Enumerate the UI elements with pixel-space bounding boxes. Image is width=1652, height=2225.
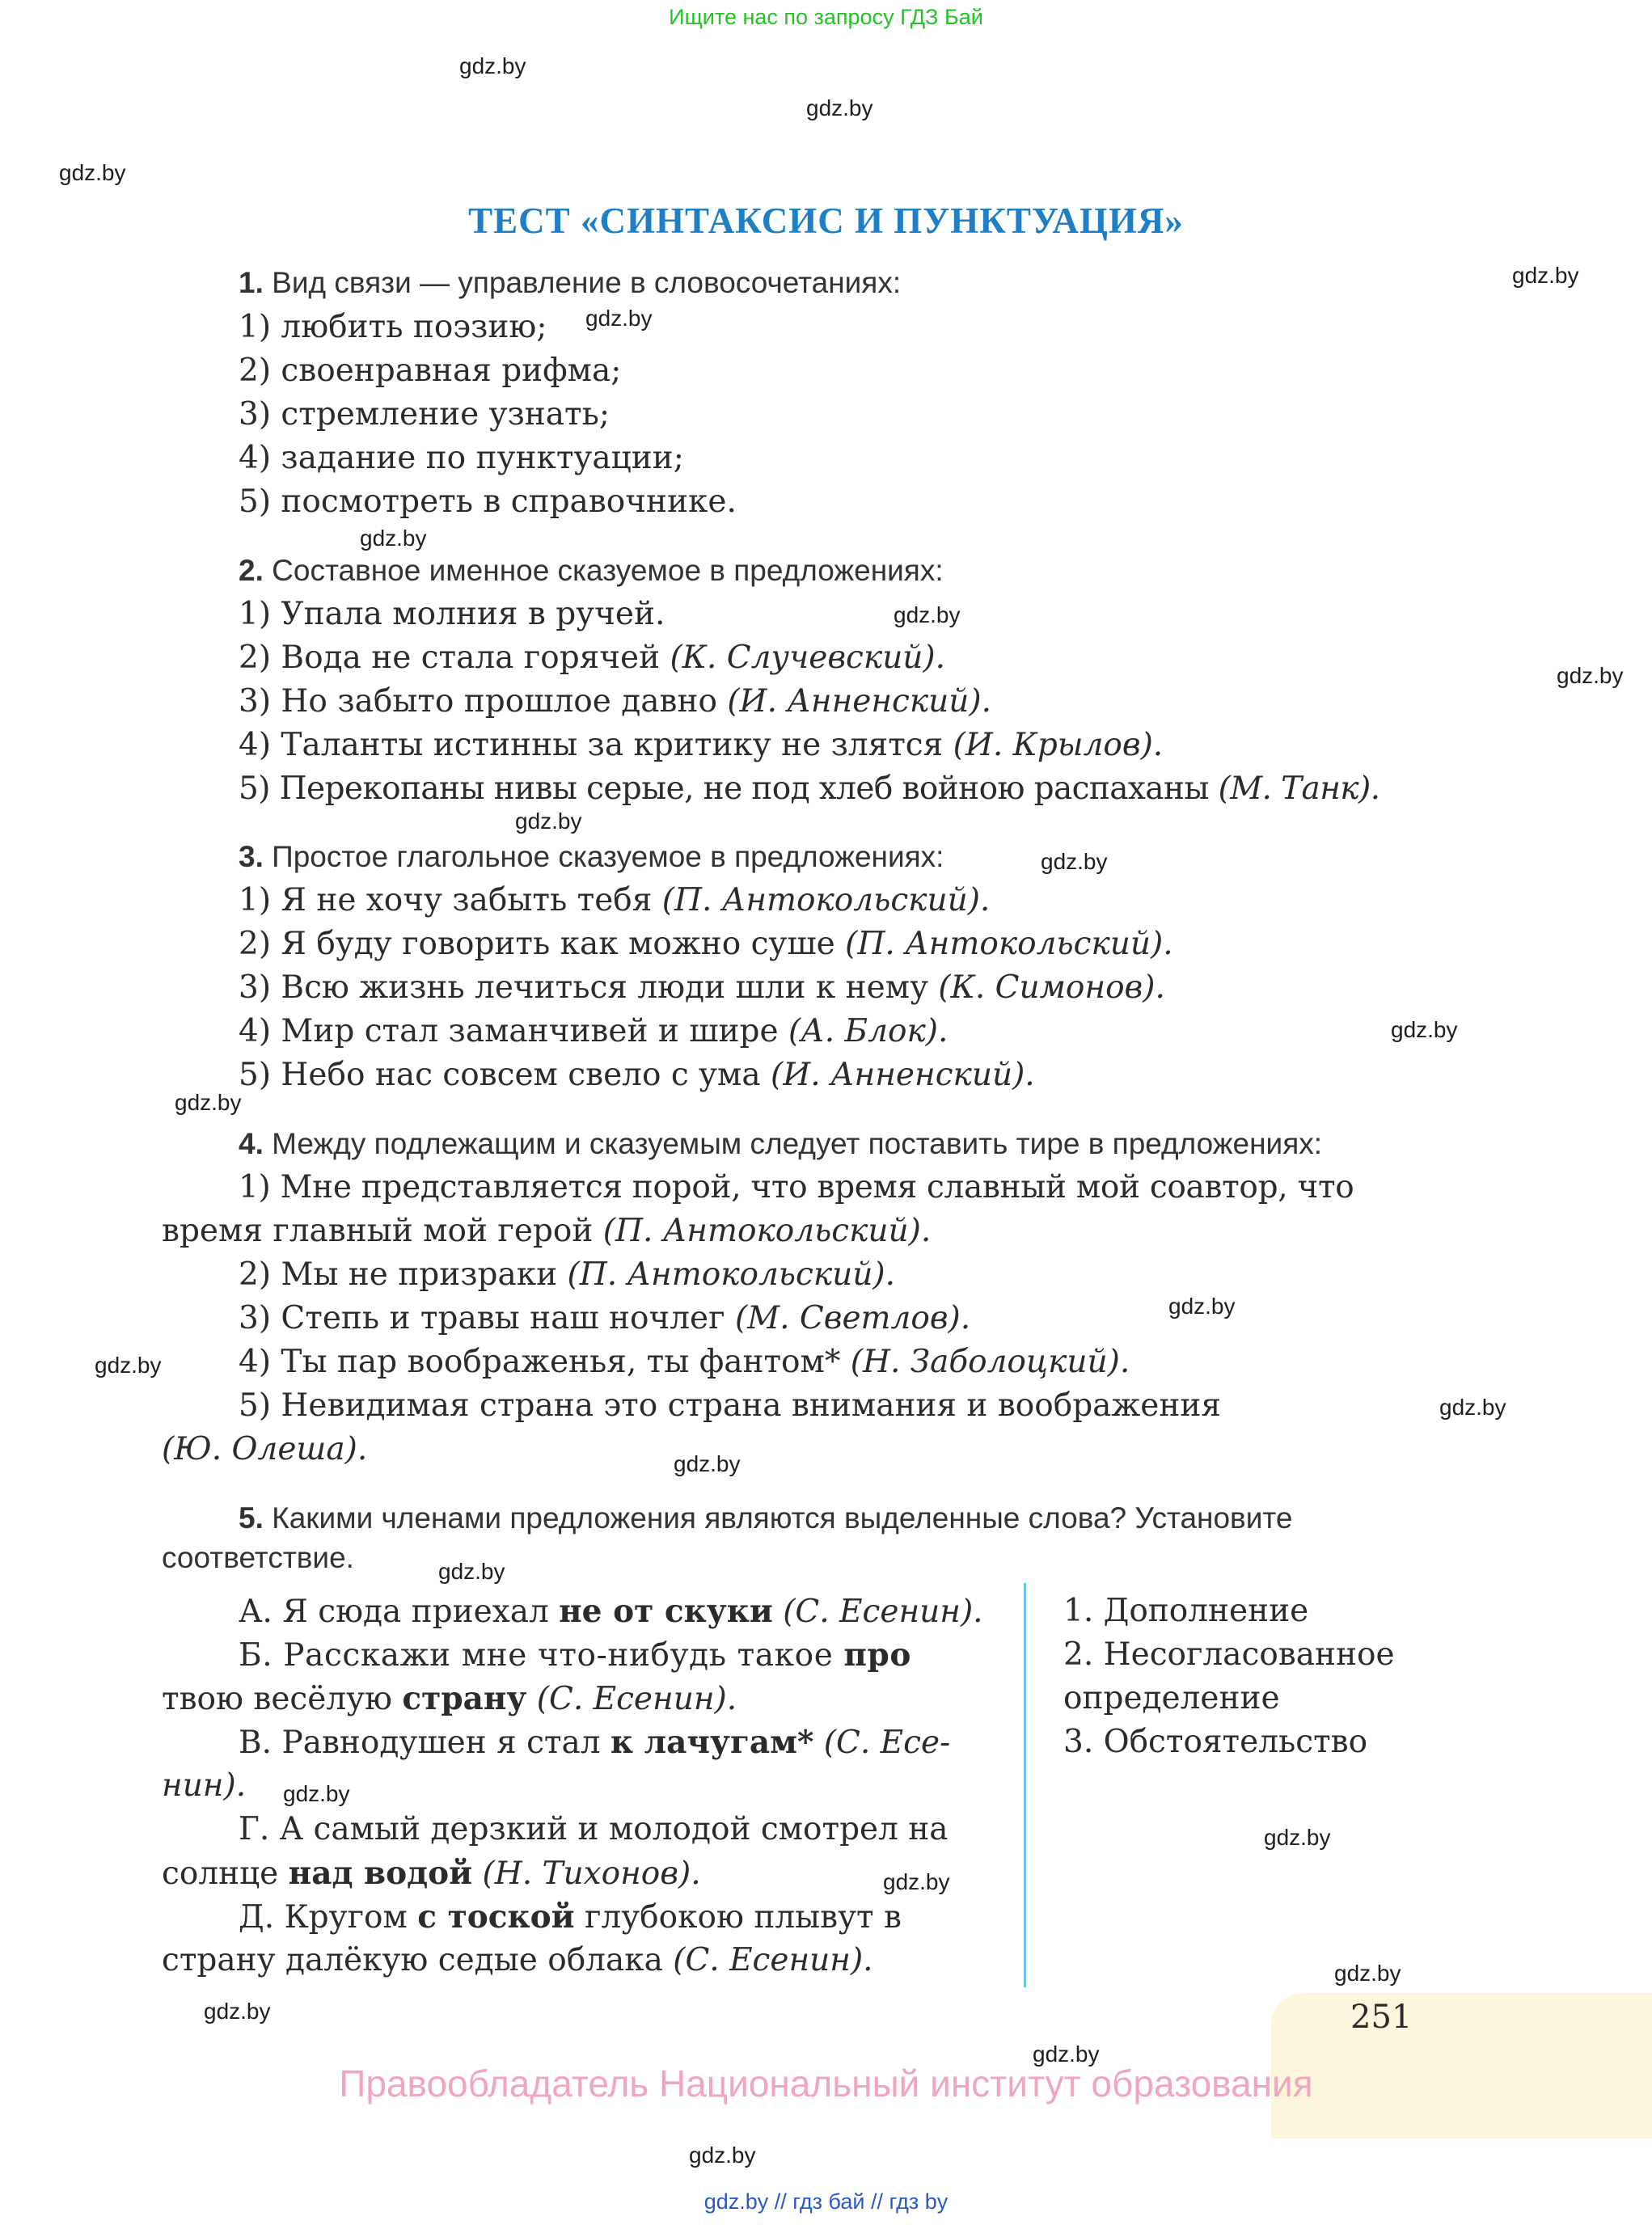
answer-option: 1) любить поэзию;	[239, 309, 547, 345]
watermark: gdz.by	[175, 1090, 242, 1115]
match-item-g: Г. А самый дерзкий и молодой смотрел на	[239, 1811, 949, 1847]
question-4	[239, 1125, 1322, 1163]
answer-option: 2) Я буду говорить как можно суше (П. Антокольский).	[239, 926, 1173, 962]
question-number: 4.	[239, 1127, 264, 1160]
watermark: gdz.by	[1512, 263, 1579, 288]
answer-option-continued: время главный мой герой (П. Антокольский).	[162, 1213, 932, 1249]
watermark: gdz.by	[1168, 1294, 1236, 1319]
answer-option: 1) Упала молния в ручей.	[239, 596, 665, 632]
answer-option: 2) своенравная рифма;	[239, 353, 622, 389]
copyright-notice: Правообладатель Национальный институт образования	[339, 2062, 1313, 2105]
footer-links[interactable]: gdz.by // гдз бай // гдз by	[703, 2189, 949, 2214]
question-number: 2.	[239, 554, 264, 587]
question-1	[239, 264, 901, 302]
question-number: 1.	[239, 266, 264, 299]
match-item-d-continued: страну далёкую седые облака (С. Есенин).	[162, 1942, 873, 1978]
match-item-b: Б. Расскажи мне что-нибудь такое про	[239, 1636, 912, 1674]
question-3	[239, 838, 944, 876]
answer-option: 4) задание по пунктуации;	[239, 440, 684, 476]
match-item-v: В. Равнодушен я стал к лачугам* (С. Есе-	[239, 1724, 951, 1761]
watermark: gdz.by	[1439, 1395, 1506, 1420]
watermark: gdz.by	[1334, 1961, 1401, 1986]
match-item-v-continued: нин).	[162, 1767, 247, 1804]
answer-option: 4) Ты пар воображенья, ты фантом* (Н. Заболоцкий).	[239, 1344, 1130, 1380]
match-answer: 1. Дополнение	[1063, 1593, 1309, 1629]
answer-option: 2) Мы не призраки (П. Антокольский).	[239, 1256, 896, 1293]
question-text: Какими членами предложения являются выделенные слова? Установите	[272, 1501, 1293, 1535]
match-item-g-continued: солнце над водой (Н. Тихонов).	[162, 1855, 701, 1892]
watermark: gdz.by	[1264, 1825, 1331, 1850]
watermark: gdz.by	[360, 526, 427, 551]
watermark: gdz.by	[894, 602, 961, 627]
answer-option: 3) Всю жизнь лечиться люди шли к нему (К. Симонов).	[239, 969, 1165, 1006]
watermark: gdz.by	[1557, 663, 1624, 688]
watermark: gdz.by	[806, 95, 873, 120]
watermark: gdz.by	[585, 306, 653, 331]
match-item-b-continued: твою весёлую страну (С. Есенин).	[162, 1680, 737, 1717]
question-text: Между подлежащим и сказуемым следует поставить тире в предложениях:	[272, 1127, 1323, 1160]
question-text-continued: соответствие.	[162, 1541, 354, 1574]
page-number: 251	[1350, 1999, 1413, 2036]
answer-option: 1) Мне представляется порой, что время славный мой соавтор, что	[239, 1169, 1354, 1205]
top-banner[interactable]: Ищите нас по запросу ГДЗ Бай	[669, 5, 983, 29]
answer-option: 4) Таланты истинны за критику не злятся (И. Крылов).	[239, 727, 1164, 763]
watermark: gdz.by	[1033, 2041, 1100, 2067]
answer-option: 3) Степь и травы наш ночлег (М. Светлов).	[239, 1300, 971, 1336]
question-text: Составное именное сказуемое в предложениях:	[272, 554, 944, 587]
watermark: gdz.by	[59, 160, 126, 185]
watermark: gdz.by	[1041, 849, 1108, 874]
match-answer: определение	[1063, 1680, 1280, 1716]
answer-option: 4) Мир стал заманчивей и шире (А. Блок).	[239, 1013, 949, 1049]
match-answer: 2. Несогласованное	[1063, 1636, 1395, 1673]
answer-option: 3) Но забыто прошлое давно (И. Анненский).	[239, 683, 992, 720]
answer-option: 5) Невидимая страна это страна внимания и воображения	[239, 1387, 1221, 1424]
page-title: ТЕСТ «СИНТАКСИС И ПУНКТУАЦИЯ»	[468, 201, 1184, 241]
match-item-a: А. Я сюда приехал не от скуки (С. Есенин).	[239, 1593, 983, 1630]
watermark: gdz.by	[674, 1451, 741, 1476]
question-2	[239, 551, 944, 590]
question-5	[239, 1499, 1293, 1538]
watermark: gdz.by	[438, 1559, 505, 1584]
answer-option: 2) Вода не стала горячей (К. Случевский).	[239, 640, 946, 676]
question-text: Вид связи — управление в словосочетаниях:	[272, 266, 902, 299]
question-number: 5.	[239, 1501, 264, 1535]
answer-option: 5) Небо нас совсем свело с ума (И. Анненский).	[239, 1057, 1035, 1093]
answer-option: 5) посмотреть в справочнике.	[239, 483, 737, 520]
column-divider	[1024, 1583, 1026, 1987]
watermark: gdz.by	[283, 1781, 350, 1806]
answer-option: 3) стремление узнать;	[239, 396, 610, 433]
watermark: gdz.by	[459, 53, 526, 78]
question-text: Простое глагольное сказуемое в предложениях:	[272, 840, 944, 873]
watermark: gdz.by	[1391, 1017, 1458, 1042]
match-answer: 3. Обстоятельство	[1063, 1724, 1368, 1760]
watermark: gdz.by	[204, 1999, 271, 2024]
answer-option: 5) Перекопаны нивы серые, не под хлеб войною распаханы (М. Танк).	[239, 771, 1380, 807]
match-item-d: Д. Кругом с тоской глубокою плывут в	[239, 1898, 902, 1936]
watermark: gdz.by	[515, 809, 582, 834]
answer-option-continued: (Ю. Олеша).	[162, 1431, 368, 1467]
answer-option: 1) Я не хочу забыть тебя (П. Антокольский).	[239, 882, 991, 918]
watermark: gdz.by	[95, 1353, 162, 1378]
watermark: gdz.by	[883, 1869, 950, 1894]
watermark: gdz.by	[689, 2143, 756, 2168]
question-number: 3.	[239, 840, 264, 873]
